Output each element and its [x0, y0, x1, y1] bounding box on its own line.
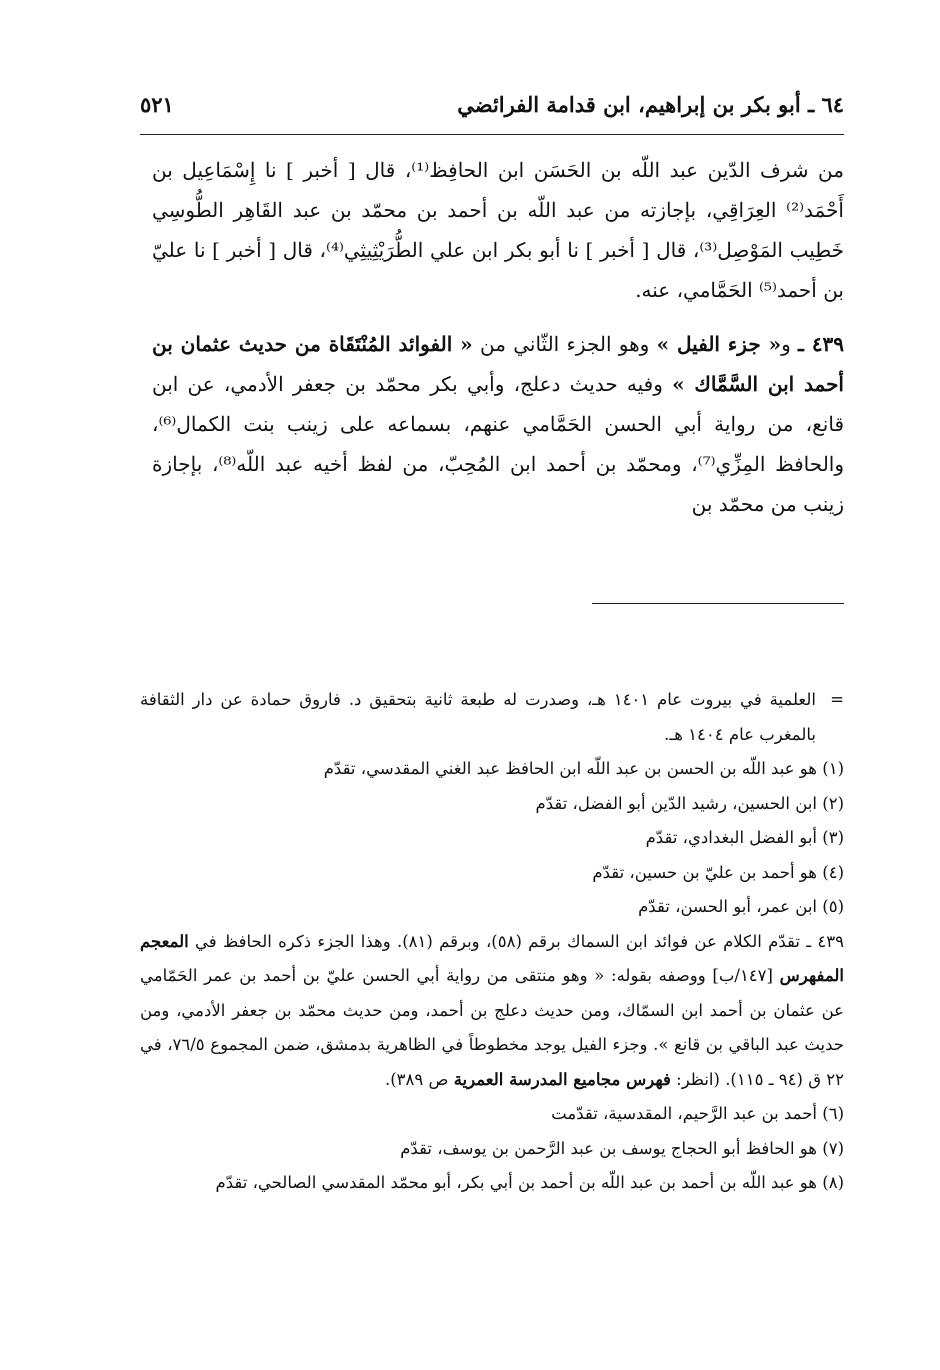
- paragraph-continuation: من شرف الدّين عبد اللّه بن الحَسَن ابن الحافِظ⁽¹⁾، قال [ أخبر ] نا إِسْمَاعِيل بن أَحْمَد⁽²⁾ العِرَاقِي، بإجازته من عبد اللّه بن أحمد بن محمّد بن عبد القَاهِر الطُّوسِي خَطِيب المَوْصِل⁽³⁾، قال [ أخبر ] نا أبو بكر ابن علي الطُّرَيْثِيثِي⁽⁴⁾، قال [ أخبر ] نا عليّ بن أحمد⁽⁵⁾ الحَمَّامي، عنه.: [152, 158, 845, 302]
- footnote-8: (٨) هو عبد اللّه بن أحمد بن عبد اللّه بن أحمد بن أبي بكر، أبو محمّد المقدسي الصالحي، تقدّم: [215, 1173, 844, 1192]
- footnote-2: (٢) ابن الحسين، رشيد الدّين أبو الفضل، تقدّم: [535, 793, 844, 813]
- entry-title-juz-alfil: « جزء الفيل »: [656, 332, 782, 356]
- entry-439: [152, 324, 844, 524]
- main-text: [152, 150, 844, 524]
- footnote-439-text-c: ص ٣٨٩).: [384, 1069, 454, 1089]
- footnote-separator: [592, 603, 844, 604]
- page-number: ٥٢١: [140, 92, 174, 117]
- footnote-7: (٧) هو الحافظ أبو الحجاج يوسف بن عبد الرَّحمن بن يوسف، تقدّم: [400, 1138, 844, 1158]
- header-rule: [140, 134, 844, 135]
- footnotes: [140, 683, 844, 1201]
- continuation-text: العلمية في بيروت عام ١٤٠١ هـ، وصدرت له طبعة ثانية بتحقيق د. فاروق حمادة عن دار الثقافة بالمغرب عام ١٤٠٤ هـ.: [140, 690, 816, 744]
- continuation-marker: =: [830, 690, 844, 709]
- footnote-continuation: [140, 683, 844, 752]
- footnote-439: [140, 925, 844, 1098]
- footnote-439-text-b: [١٤٧/ب] ووصفه بقوله: « وهو منتقى من رواية أبي الحسن عليّ بن أحمد بن عمر الحَمّامي عن عثمان بن أحمد ابن السمّاك، ومن حديث دعلج بن أحمد، ومن حديث محمّد بن جعفر الأدمي، ومن حديث عبد الباقي بن قانع ». وجزء الفيل يوجد مخطوطاً في الظاهرية بدمشق، ضمن المجموع ٧٦/٥، في ٢٢ ق (٩٤ ـ ١١٥). (انظر:: [140, 966, 844, 1089]
- entry-conj: و: [781, 332, 799, 356]
- running-title: ٦٤ ـ أبو بكر بن إبراهيم، ابن قدامة الفرائضي: [457, 92, 844, 117]
- footnote-1: (١) هو عبد اللّه بن الحسن بن عبد اللّه ابن الحافظ عبد الغني المقدسي، تقدّم: [323, 759, 844, 778]
- entry-text-rest: وفيه حديث دعلج، وأبي بكر محمّد بن جعفر الأدمي، عن ابن قانع، من رواية أبي الحسن الحَمَّامي عنهم، بسماعه على زينب بنت الكمال⁽⁶⁾، والحافظ المِزِّي⁽⁷⁾، ومحمّد بن أحمد ابن المُحِبّ، من لفظ أخيه عبد اللّه⁽⁸⁾، بإجازة زينب من محمّد بن: [152, 372, 845, 516]
- footnote-439-text-a: ٤٣٩ ـ تقدّم الكلام عن فوائد ابن السماك برقم (٥٨)، وبرقم (٨١). وهذا الجزء ذكره الحافظ في: [188, 931, 844, 951]
- footnote-439-title-mujam: المعجم المفهرس: [140, 931, 845, 985]
- footnote-439-title-fihris: فهرس مجاميع المدرسة العمرية: [453, 1069, 671, 1089]
- page-header: [140, 88, 844, 132]
- entry-text-mid: وهو الجزء الثّاني من: [472, 332, 657, 356]
- entry-title-fawaid: « الفوائد المُنْتَقَاة من حديث عثمان بن أحمد ابن السَّمَّاك »: [152, 332, 844, 396]
- footnote-3: (٣) أبو الفضل البغدادي، تقدّم: [645, 828, 844, 847]
- footnote-6: (٦) أحمد بن عبد الرَّحيم، المقدسية، تقدّمت: [551, 1104, 844, 1123]
- footnote-4: (٤) هو أحمد بن عليّ بن حسين، تقدّم: [592, 862, 844, 882]
- footnote-5: (٥) ابن عمر، أبو الحسن، تقدّم: [638, 897, 844, 916]
- entry-number: ٤٣٩ ـ: [798, 332, 845, 356]
